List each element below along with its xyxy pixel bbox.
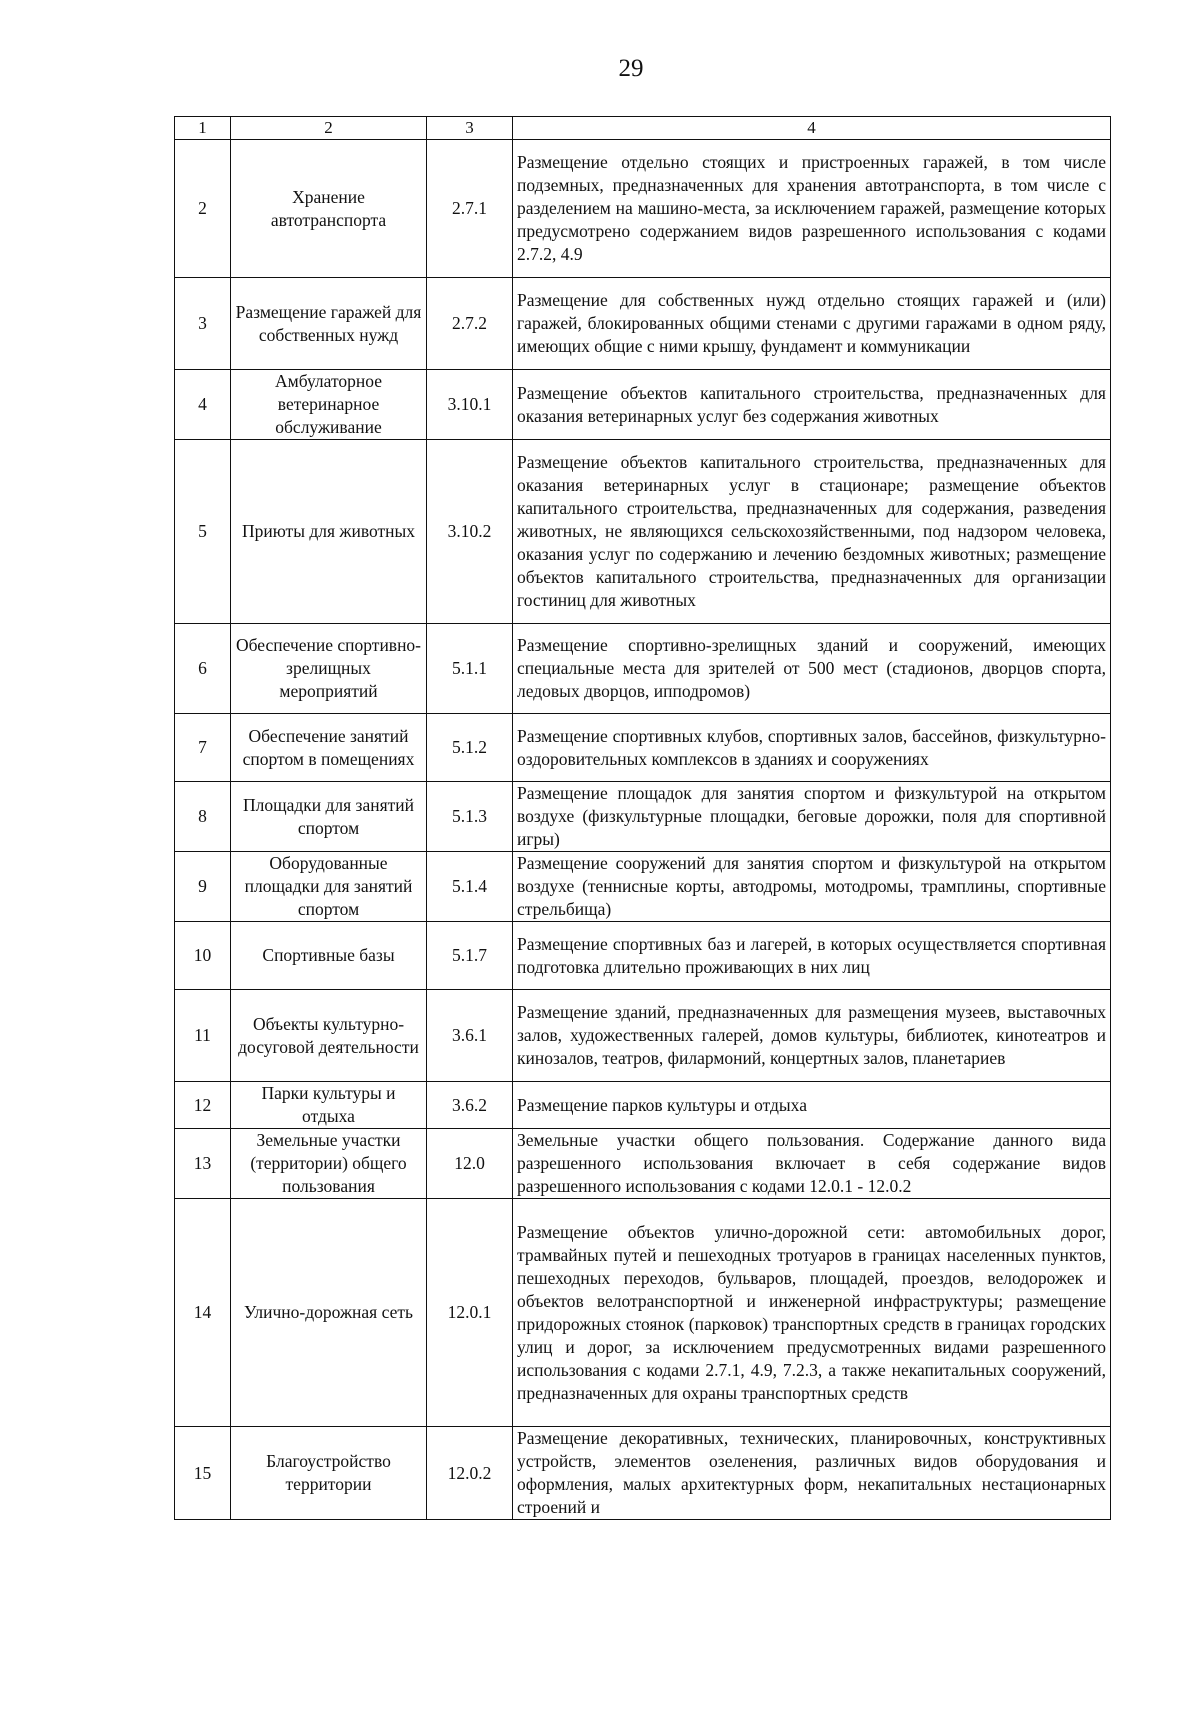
row-number-cell: 8 bbox=[175, 782, 231, 852]
land-use-description-cell: Размещение зданий, предназначенных для размещения музеев, выставочных залов, художественных галерей, домов культуры, библиотек, кинотеатров и кинозалов, театров, филармоний, концертных залов, планетариев bbox=[513, 990, 1111, 1082]
row-number-cell: 5 bbox=[175, 440, 231, 624]
table-row bbox=[175, 440, 1111, 624]
land-use-name-cell: Обеспечение спортивно-зрелищных мероприятий bbox=[231, 624, 427, 714]
row-number-cell: 14 bbox=[175, 1199, 231, 1427]
land-use-name-cell: Спортивные базы bbox=[231, 922, 427, 990]
row-number-cell: 7 bbox=[175, 714, 231, 782]
land-use-name-cell: Оборудованные площадки для занятий спортом bbox=[231, 852, 427, 922]
land-use-description-cell: Размещение декоративных, технических, планировочных, конструктивных устройств, элементов озеленения, различных видов оборудования и оформления, малых архитектурных форм, некапитальных нестационарных строений и bbox=[513, 1427, 1111, 1520]
land-use-code-cell: 5.1.4 bbox=[427, 852, 513, 922]
land-use-description-cell: Размещение парков культуры и отдыха bbox=[513, 1082, 1111, 1129]
land-use-description-cell: Земельные участки общего пользования. Содержание данного вида разрешенного использования включает в себя содержание видов разрешенного использования с кодами 12.0.1 - 12.0.2 bbox=[513, 1129, 1111, 1199]
land-use-description-cell: Размещение объектов капитального строительства, предназначенных для оказания ветеринарных услуг в стационаре; размещение объектов капитального строительства, предназначенных для содержания, разведения животных, не являющихся сельскохозяйственными, под надзором человека, оказания услуг по содержанию и лечению бездомных животных; размещение объектов капитального строительства, предназначенных для организации гостиниц для животных bbox=[513, 440, 1111, 624]
table-row bbox=[175, 1427, 1111, 1520]
land-use-description-cell: Размещение объектов капитального строительства, предназначенных для оказания ветеринарных услуг без содержания животных bbox=[513, 370, 1111, 440]
row-number-cell: 9 bbox=[175, 852, 231, 922]
land-use-name-cell: Парки культуры и отдыха bbox=[231, 1082, 427, 1129]
table-row bbox=[175, 1082, 1111, 1129]
land-use-description-cell: Размещение сооружений для занятия спортом и физкультурой на открытом воздухе (теннисные корты, автодромы, мотодромы, трамплины, спортивные стрельбища) bbox=[513, 852, 1111, 922]
header-cell-4: 4 bbox=[513, 117, 1111, 140]
land-use-name-cell: Хранение автотранспорта bbox=[231, 140, 427, 278]
row-number-cell: 10 bbox=[175, 922, 231, 990]
land-use-code-cell: 3.6.1 bbox=[427, 990, 513, 1082]
table-row bbox=[175, 140, 1111, 278]
land-use-code-cell: 12.0.2 bbox=[427, 1427, 513, 1520]
page-number: 29 bbox=[618, 55, 644, 82]
land-use-name-cell: Благоустройство территории bbox=[231, 1427, 427, 1520]
row-number-cell: 6 bbox=[175, 624, 231, 714]
table-row bbox=[175, 714, 1111, 782]
land-use-description-cell: Размещение объектов улично-дорожной сети: автомобильных дорог, трамвайных путей и пешеходных тротуаров в границах населенных пунктов, пешеходных переходов, бульваров, площадей, проездов, велодорожек и объектов велотранспортной и инженерной инфраструктуры; размещение придорожных стоянок (парковок) транспортных средств в границах городских улиц и дорог, за исключением предусмотренных видами разрешенного использования с кодами 2.7.1, 4.9, 7.2.3, а также некапитальных сооружений, предназначенных для охраны транспортных средств bbox=[513, 1199, 1111, 1427]
row-number-cell: 4 bbox=[175, 370, 231, 440]
land-use-table bbox=[174, 116, 1111, 1520]
table-row bbox=[175, 990, 1111, 1082]
header-cell-3: 3 bbox=[427, 117, 513, 140]
land-use-name-cell: Объекты культурно-досуговой деятельности bbox=[231, 990, 427, 1082]
land-use-code-cell: 2.7.1 bbox=[427, 140, 513, 278]
land-use-name-cell: Улично-дорожная сеть bbox=[231, 1199, 427, 1427]
table-row bbox=[175, 278, 1111, 370]
land-use-code-cell: 3.6.2 bbox=[427, 1082, 513, 1129]
table-row bbox=[175, 852, 1111, 922]
land-use-name-cell: Амбулаторное ветеринарное обслуживание bbox=[231, 370, 427, 440]
land-use-name-cell: Обеспечение занятий спортом в помещениях bbox=[231, 714, 427, 782]
land-use-description-cell: Размещение площадок для занятия спортом и физкультурой на открытом воздухе (физкультурные площадки, беговые дорожки, поля для спортивной игры) bbox=[513, 782, 1111, 852]
land-use-code-cell: 3.10.1 bbox=[427, 370, 513, 440]
row-number-cell: 11 bbox=[175, 990, 231, 1082]
land-use-name-cell: Размещение гаражей для собственных нужд bbox=[231, 278, 427, 370]
table-body bbox=[175, 117, 1111, 1520]
table-row bbox=[175, 782, 1111, 852]
header-row bbox=[175, 117, 1111, 140]
land-use-code-cell: 12.0.1 bbox=[427, 1199, 513, 1427]
table-row bbox=[175, 922, 1111, 990]
row-number-cell: 15 bbox=[175, 1427, 231, 1520]
table-row bbox=[175, 370, 1111, 440]
land-use-description-cell: Размещение отдельно стоящих и пристроенных гаражей, в том числе подземных, предназначенных для хранения автотранспорта, в том числе с разделением на машино-места, за исключением гаражей, размещение которых предусмотрено содержанием видов разрешенного использования с кодами 2.7.2, 4.9 bbox=[513, 140, 1111, 278]
land-use-description-cell: Размещение спортивных клубов, спортивных залов, бассейнов, физкультурно-оздоровительных комплексов в зданиях и сооружениях bbox=[513, 714, 1111, 782]
land-use-code-cell: 5.1.7 bbox=[427, 922, 513, 990]
land-use-code-cell: 12.0 bbox=[427, 1129, 513, 1199]
land-use-description-cell: Размещение для собственных нужд отдельно стоящих гаражей и (или) гаражей, блокированных общими стенами с другими гаражами в одном ряду, имеющих общие с ними крышу, фундамент и коммуникации bbox=[513, 278, 1111, 370]
table-row bbox=[175, 1199, 1111, 1427]
land-use-name-cell: Земельные участки (территории) общего пользования bbox=[231, 1129, 427, 1199]
land-use-code-cell: 5.1.1 bbox=[427, 624, 513, 714]
land-use-code-cell: 2.7.2 bbox=[427, 278, 513, 370]
land-use-code-cell: 5.1.3 bbox=[427, 782, 513, 852]
header-cell-1: 1 bbox=[175, 117, 231, 140]
header-cell-2: 2 bbox=[231, 117, 427, 140]
row-number-cell: 2 bbox=[175, 140, 231, 278]
land-use-name-cell: Приюты для животных bbox=[231, 440, 427, 624]
land-use-description-cell: Размещение спортивных баз и лагерей, в которых осуществляется спортивная подготовка длительно проживающих в них лиц bbox=[513, 922, 1111, 990]
land-use-code-cell: 5.1.2 bbox=[427, 714, 513, 782]
row-number-cell: 3 bbox=[175, 278, 231, 370]
row-number-cell: 12 bbox=[175, 1082, 231, 1129]
row-number-cell: 13 bbox=[175, 1129, 231, 1199]
land-use-description-cell: Размещение спортивно-зрелищных зданий и сооружений, имеющих специальные места для зрителей от 500 мест (стадионов, дворцов спорта, ледовых дворцов, ипподромов) bbox=[513, 624, 1111, 714]
land-use-name-cell: Площадки для занятий спортом bbox=[231, 782, 427, 852]
table-row bbox=[175, 624, 1111, 714]
table-row bbox=[175, 1129, 1111, 1199]
land-use-code-cell: 3.10.2 bbox=[427, 440, 513, 624]
